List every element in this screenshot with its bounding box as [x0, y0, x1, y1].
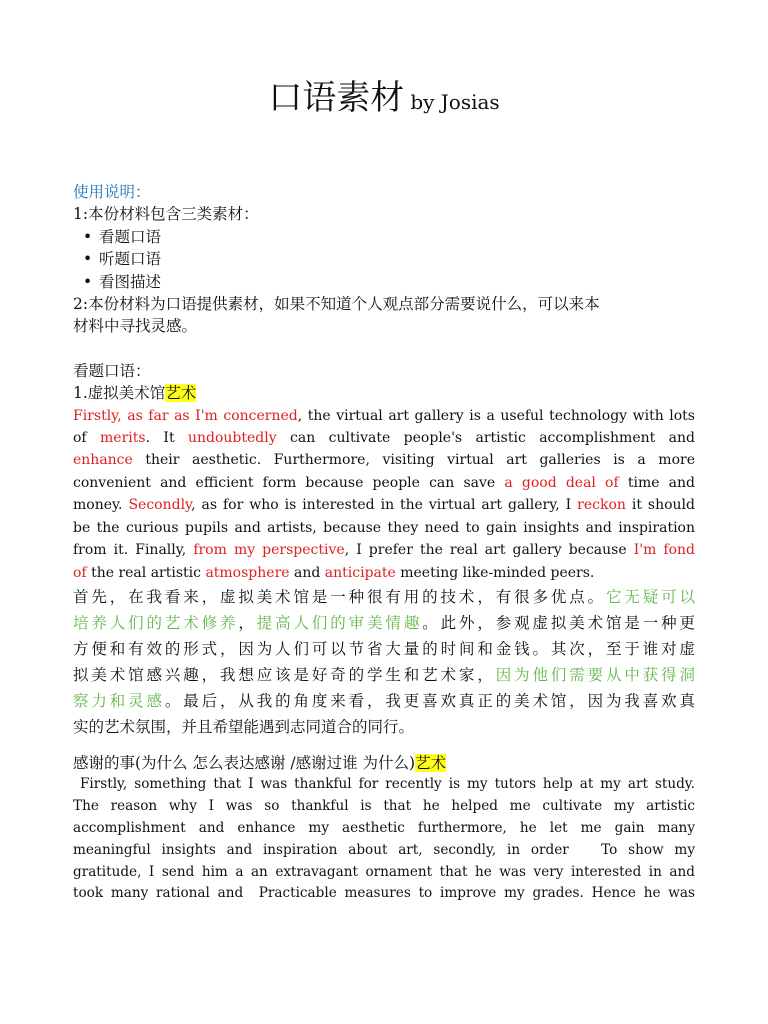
page-title [0, 76, 768, 124]
key-phrase: 因为他们需要从中获得洞 [495, 665, 695, 684]
text-line [73, 688, 695, 714]
instructions-point-1: 1:本份材料包含三类素材： [73, 205, 259, 224]
title-text: 口语素材 [268, 78, 405, 118]
text-line [73, 539, 695, 561]
text-line [73, 636, 695, 662]
text-run: their aesthetic. Furthermore, visiting virtual art galleries is a more [132, 452, 695, 469]
section-heading: 看题口语： [73, 361, 151, 380]
bullet-icon: • [83, 250, 93, 269]
text-run: and [289, 564, 325, 581]
text-run: be the curious pupils and artists, because they need to gain insights and inspiration [73, 519, 695, 536]
key-phrase: of [73, 564, 87, 581]
text-run: 首先，在我看来，虚拟美术馆是一种很有用的技术，有很多优点。 [73, 587, 606, 606]
text-run: 。此外，参观虚拟美术馆是一种更 [422, 613, 695, 632]
topic-title-2: 感谢的事(为什么 怎么表达感谢 /感谢过谁 为什么)艺术 [73, 753, 447, 772]
text-line [73, 449, 695, 471]
text-run: it should [625, 497, 695, 514]
text-line [73, 714, 695, 740]
text-run: 方便和有效的形式，因为人们可以节省大量的时间和金钱。其次，至于谁对虚 [73, 639, 695, 658]
text-line: accomplishment and enhance my aesthetic furthermore, he let me gain many [73, 819, 695, 836]
bullet-icon: • [83, 272, 93, 291]
text-run: , as for who is interested in the virtual art gallery, I [191, 497, 578, 514]
key-phrase: atmosphere [205, 564, 290, 581]
title-author: by Josias [410, 90, 500, 114]
text-line [73, 584, 695, 610]
key-phrase: undoubtedly [187, 430, 277, 447]
key-phrase: from my perspective [193, 542, 345, 559]
key-phrase: anticipate [324, 564, 396, 581]
english-answer-paragraph-2 [73, 774, 695, 905]
text-run: the real artistic [86, 564, 206, 581]
key-phrase: 它无疑可以 [605, 587, 695, 606]
text-run: of [73, 430, 101, 447]
text-run: time and [618, 474, 695, 491]
text-run: money. [73, 497, 129, 514]
spacer [73, 338, 695, 360]
text-line [73, 494, 695, 516]
key-phrase: Firstly, as far as I'm concerned [73, 407, 298, 424]
text-line: took many rational and Practicable measures to improve my grades. Hence he was [73, 885, 695, 902]
text-line [73, 405, 695, 427]
text-run: from it. Finally, [73, 542, 194, 559]
topic-tag-highlight: 艺术 [415, 753, 447, 772]
key-phrase: reckon [577, 497, 626, 514]
list-item: • 听题口语 [73, 248, 695, 270]
text-run: meeting like-minded peers. [395, 564, 595, 581]
key-phrase: enhance [73, 452, 133, 469]
material-type-list [73, 226, 695, 293]
key-phrase: 提高人们的审美情趣 [256, 613, 423, 632]
list-item: • 看题口语 [73, 226, 695, 248]
spacer [73, 740, 695, 752]
text-line [73, 427, 695, 449]
key-phrase: Secondly [128, 497, 192, 514]
key-phrase: merits [100, 430, 146, 447]
chinese-translation-paragraph [73, 584, 695, 740]
english-answer-paragraph [73, 405, 695, 584]
text-line: gratitude, I send him a an extravagant ornament that he was very interested in and [73, 863, 695, 880]
key-phrase: 培养人们的艺术修养 [73, 613, 239, 632]
text-line: The reason why I was so thankful is that he helped me cultivate my artistic [73, 798, 695, 815]
text-run: ， [238, 613, 257, 632]
instructions-heading: 使用说明： [73, 183, 151, 201]
text-run: 。最后，从我的角度来看，我更喜欢真正的美术馆，因为我喜欢真 [164, 691, 695, 710]
document-body [73, 181, 695, 905]
bullet-icon: • [83, 227, 93, 246]
text-line [73, 517, 695, 539]
key-phrase: 察力和灵感 [73, 691, 165, 710]
text-run: . It [145, 430, 188, 447]
text-run: 拟美术馆感兴趣，我想应该是好奇的学生和艺术家， [73, 665, 496, 684]
text-line: Firstly, something that I was thankful for recently is my tutors help at my art study. [73, 776, 695, 793]
instructions-point-2-line-1: 2:本份材料为口语提供素材，如果不知道个人观点部分需要说什么，可以来本 [73, 295, 600, 314]
text-run: convenient and efficient form because people can save [73, 474, 505, 491]
text-run: , the virtual art gallery is a useful technology with lots [297, 407, 695, 424]
text-line [73, 562, 695, 584]
text-line: meaningful insights and inspiration about art, secondly, in order To show my [73, 841, 695, 858]
key-phrase: a good deal of [504, 474, 619, 491]
key-phrase: I'm fond [633, 542, 695, 559]
topic-title: 1.虚拟美术馆艺术 [73, 384, 197, 403]
text-run: , I prefer the real art gallery because [344, 542, 634, 559]
text-line [73, 610, 695, 636]
text-line [73, 662, 695, 688]
topic-tag-highlight: 艺术 [165, 384, 197, 403]
list-item: • 看图描述 [73, 271, 695, 293]
text-run: can cultivate people's artistic accomplishment and [276, 430, 695, 447]
instructions-point-2-line-2: 材料中寻找灵感。 [73, 317, 198, 336]
text-line [73, 472, 695, 494]
text-run: 实的艺术氛围，并且希望能遇到志同道合的同行。 [73, 717, 415, 736]
